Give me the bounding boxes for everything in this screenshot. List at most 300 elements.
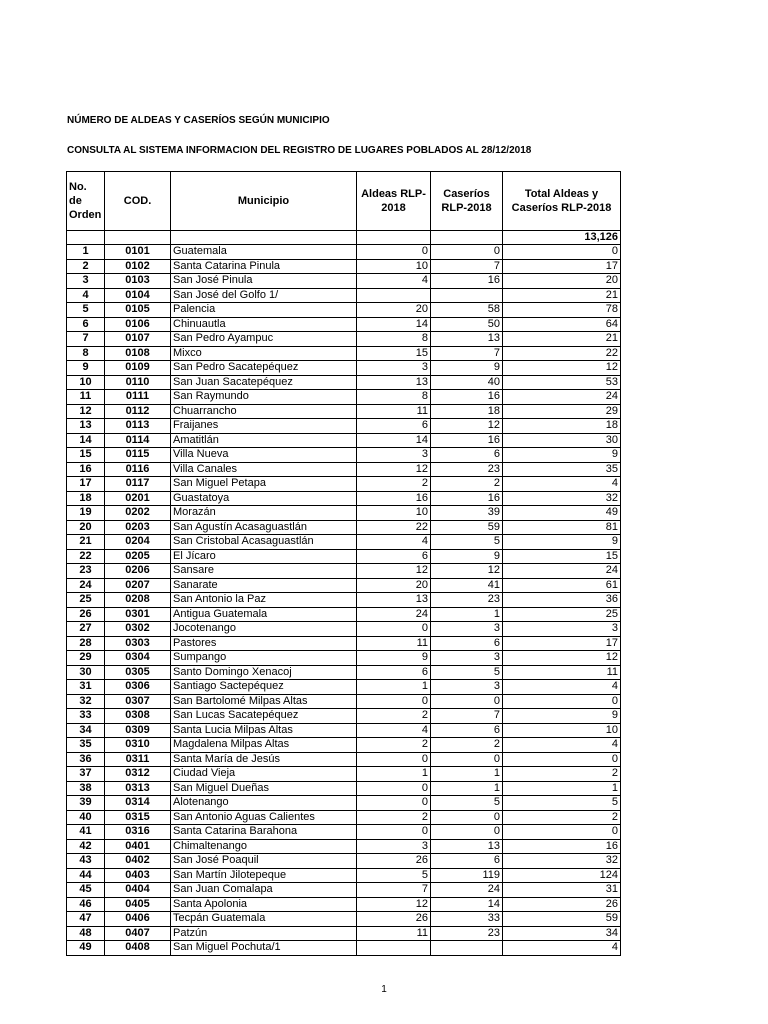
- cell-caserios: 16: [431, 274, 503, 289]
- municipios-table: [66, 171, 621, 956]
- cell-no-orden: 49: [67, 941, 105, 956]
- cell-no-orden: 14: [67, 433, 105, 448]
- cell-municipio: Santa Apolonia: [171, 897, 357, 912]
- cell-total: 30: [503, 433, 621, 448]
- cell-municipio: El Jícaro: [171, 549, 357, 564]
- cell-cod: 0203: [105, 520, 171, 535]
- cell-municipio: San Juan Comalapa: [171, 883, 357, 898]
- cell-caserios: 33: [431, 912, 503, 927]
- cell-aldeas: 2: [357, 709, 431, 724]
- cell-no-orden: 47: [67, 912, 105, 927]
- cell-no-orden: 7: [67, 332, 105, 347]
- cell-aldeas: 7: [357, 883, 431, 898]
- cell-no-orden: 26: [67, 607, 105, 622]
- cell-no-orden: 24: [67, 578, 105, 593]
- cell-no-orden: 38: [67, 781, 105, 796]
- cell-no-orden: 30: [67, 665, 105, 680]
- cell-aldeas: 11: [357, 926, 431, 941]
- cell-cod: 0204: [105, 535, 171, 550]
- cell-aldeas: 12: [357, 462, 431, 477]
- cell-total: 0: [503, 245, 621, 260]
- cell-no-orden: 40: [67, 810, 105, 825]
- cell-aldeas: 3: [357, 839, 431, 854]
- table-row: [67, 245, 621, 260]
- cell-total: 53: [503, 375, 621, 390]
- cell-no-orden: 35: [67, 738, 105, 753]
- table-row: [67, 810, 621, 825]
- cell-caserios: 58: [431, 303, 503, 318]
- cell-cod: 0201: [105, 491, 171, 506]
- cell-municipio: Pastores: [171, 636, 357, 651]
- cell-no-orden: 12: [67, 404, 105, 419]
- cell-caserios: 23: [431, 926, 503, 941]
- cell-cod: 0116: [105, 462, 171, 477]
- cell-municipio: Santa Catarina Pinula: [171, 259, 357, 274]
- page-title: NÚMERO DE ALDEAS Y CASERÍOS SEGÚN MUNICIPIO: [67, 115, 330, 126]
- cell-total: 22: [503, 346, 621, 361]
- cell-cod: 0305: [105, 665, 171, 680]
- table-row: [67, 752, 621, 767]
- table-row: [67, 274, 621, 289]
- cell-cod: 0406: [105, 912, 171, 927]
- cell-municipio: San Antonio Aguas Calientes: [171, 810, 357, 825]
- cell-total: 34: [503, 926, 621, 941]
- cell-municipio: San Antonio la Paz: [171, 593, 357, 608]
- cell-total: 21: [503, 288, 621, 303]
- cell-no-orden: 33: [67, 709, 105, 724]
- cell-cod: 0114: [105, 433, 171, 448]
- page-number: 1: [381, 984, 387, 995]
- cell-cod: 0312: [105, 767, 171, 782]
- cell-total: 10: [503, 723, 621, 738]
- cell-aldeas: 14: [357, 317, 431, 332]
- cell-aldeas: 22: [357, 520, 431, 535]
- cell-aldeas: 0: [357, 245, 431, 260]
- cell-no-orden: 9: [67, 361, 105, 376]
- cell-aldeas: 9: [357, 651, 431, 666]
- cell-no-orden: 37: [67, 767, 105, 782]
- cell-aldeas: 2: [357, 477, 431, 492]
- cell-total: 24: [503, 390, 621, 405]
- cell-caserios: 23: [431, 593, 503, 608]
- table-row: [67, 767, 621, 782]
- cell-total: 2: [503, 810, 621, 825]
- cell-no-orden: 18: [67, 491, 105, 506]
- cell-no-orden: 1: [67, 245, 105, 260]
- table-row: [67, 839, 621, 854]
- cell-municipio: Villa Canales: [171, 462, 357, 477]
- cell-no-orden: 39: [67, 796, 105, 811]
- cell-aldeas: 10: [357, 259, 431, 274]
- cell-aldeas: 0: [357, 694, 431, 709]
- cell-total: 2: [503, 767, 621, 782]
- table-row: [67, 448, 621, 463]
- grand-total-row: [67, 231, 621, 245]
- cell-total: 49: [503, 506, 621, 521]
- cell-municipio: Tecpán Guatemala: [171, 912, 357, 927]
- cell-total: 11: [503, 665, 621, 680]
- cell-caserios: 24: [431, 883, 503, 898]
- cell-municipio: San Juan Sacatepéquez: [171, 375, 357, 390]
- table-row: [67, 854, 621, 869]
- cell-caserios: 0: [431, 245, 503, 260]
- cell-total: 36: [503, 593, 621, 608]
- cell-municipio: Amatitlán: [171, 433, 357, 448]
- cell-no-orden: 19: [67, 506, 105, 521]
- table-row: [67, 506, 621, 521]
- cell-caserios: 18: [431, 404, 503, 419]
- cell-no-orden: 13: [67, 419, 105, 434]
- cell-caserios: 16: [431, 390, 503, 405]
- cell-total: 0: [503, 694, 621, 709]
- cell-caserios: 2: [431, 477, 503, 492]
- cell-cod: 0315: [105, 810, 171, 825]
- table-row: [67, 549, 621, 564]
- table-row: [67, 897, 621, 912]
- cell-no-orden: 44: [67, 868, 105, 883]
- cell-caserios: 0: [431, 810, 503, 825]
- cell-total: 26: [503, 897, 621, 912]
- cell-municipio: Santo Domingo Xenacoj: [171, 665, 357, 680]
- cell-total: 4: [503, 738, 621, 753]
- cell-no-orden: 20: [67, 520, 105, 535]
- cell-total: 1: [503, 781, 621, 796]
- cell-municipio: San Agustín Acasaguastlán: [171, 520, 357, 535]
- cell-cod: 0307: [105, 694, 171, 709]
- cell-no-orden: 36: [67, 752, 105, 767]
- cell-municipio: San Pedro Ayampuc: [171, 332, 357, 347]
- cell-aldeas: 11: [357, 636, 431, 651]
- cell-aldeas: 11: [357, 404, 431, 419]
- cell-cod: 0117: [105, 477, 171, 492]
- table-row: [67, 912, 621, 927]
- cell-cod: 0108: [105, 346, 171, 361]
- cell-municipio: San Bartolomé Milpas Altas: [171, 694, 357, 709]
- cell-municipio: Santa Lucia Milpas Altas: [171, 723, 357, 738]
- cell-caserios: 9: [431, 549, 503, 564]
- cell-caserios: 5: [431, 796, 503, 811]
- cell-aldeas: 0: [357, 825, 431, 840]
- cell-aldeas: 13: [357, 375, 431, 390]
- cell-municipio: San Martín Jilotepeque: [171, 868, 357, 883]
- cell-cod: 0314: [105, 796, 171, 811]
- cell-no-orden: 34: [67, 723, 105, 738]
- cell-aldeas: 0: [357, 622, 431, 637]
- cell-aldeas: 6: [357, 665, 431, 680]
- cell-caserios: 1: [431, 781, 503, 796]
- cell-aldeas: 0: [357, 796, 431, 811]
- cell-cod: 0403: [105, 868, 171, 883]
- cell-cod: 0302: [105, 622, 171, 637]
- cell-total: 9: [503, 709, 621, 724]
- cell-total: 20: [503, 274, 621, 289]
- cell-total: 12: [503, 361, 621, 376]
- cell-aldeas: 24: [357, 607, 431, 622]
- cell-cod: 0303: [105, 636, 171, 651]
- cell-aldeas: 20: [357, 303, 431, 318]
- cell-caserios: 16: [431, 433, 503, 448]
- cell-caserios: 3: [431, 651, 503, 666]
- cell-total: 4: [503, 680, 621, 695]
- cell-caserios: 6: [431, 854, 503, 869]
- cell-caserios: 2: [431, 738, 503, 753]
- cell-no-orden: 43: [67, 854, 105, 869]
- cell-aldeas: 5: [357, 868, 431, 883]
- cell-total: 5: [503, 796, 621, 811]
- table-row: [67, 462, 621, 477]
- cell-municipio: Sansare: [171, 564, 357, 579]
- cell-caserios: 16: [431, 491, 503, 506]
- cell-no-orden: 6: [67, 317, 105, 332]
- cell-aldeas: 10: [357, 506, 431, 521]
- cell-no-orden: 31: [67, 680, 105, 695]
- cell-no-orden: 11: [67, 390, 105, 405]
- table-row: [67, 404, 621, 419]
- cell-aldeas: [357, 288, 431, 303]
- cell-municipio: San Lucas Sacatepéquez: [171, 709, 357, 724]
- cell-cod: 0113: [105, 419, 171, 434]
- table-row: [67, 375, 621, 390]
- cell-aldeas: 0: [357, 781, 431, 796]
- table-row: [67, 868, 621, 883]
- cell-no-orden: 15: [67, 448, 105, 463]
- cell-total: 81: [503, 520, 621, 535]
- cell-total: 32: [503, 854, 621, 869]
- cell-municipio: San Miguel Dueñas: [171, 781, 357, 796]
- table-row: [67, 636, 621, 651]
- cell-aldeas: 13: [357, 593, 431, 608]
- cell-caserios: 1: [431, 607, 503, 622]
- cell-aldeas: 0: [357, 752, 431, 767]
- cell-no-orden: 3: [67, 274, 105, 289]
- cell-cod: 0102: [105, 259, 171, 274]
- cell-municipio: San Cristobal Acasaguastlán: [171, 535, 357, 550]
- cell-aldeas: 3: [357, 361, 431, 376]
- cell-no-orden: 29: [67, 651, 105, 666]
- cell-municipio: Santa María de Jesús: [171, 752, 357, 767]
- table-row: [67, 694, 621, 709]
- cell-caserios: 12: [431, 419, 503, 434]
- table-row: [67, 709, 621, 724]
- page-subtitle: CONSULTA AL SISTEMA INFORMACION DEL REGISTRO DE LUGARES POBLADOS AL 28/12/2018: [67, 145, 532, 156]
- table-row: [67, 288, 621, 303]
- cell-cod: 0112: [105, 404, 171, 419]
- cell-municipio: Sumpango: [171, 651, 357, 666]
- cell-municipio: San Pedro Sacatepéquez: [171, 361, 357, 376]
- cell-cod: 0402: [105, 854, 171, 869]
- cell-caserios: 1: [431, 767, 503, 782]
- cell-municipio: San Miguel Pochuta/1: [171, 941, 357, 956]
- cell-total: 15: [503, 549, 621, 564]
- cell-aldeas: 4: [357, 274, 431, 289]
- cell-aldeas: 4: [357, 723, 431, 738]
- cell-total: 16: [503, 839, 621, 854]
- table-row: [67, 680, 621, 695]
- cell-cod: 0208: [105, 593, 171, 608]
- grand-total-value: 13,126: [503, 231, 621, 245]
- cell-cod: 0309: [105, 723, 171, 738]
- cell-caserios: 6: [431, 448, 503, 463]
- cell-cod: 0311: [105, 752, 171, 767]
- cell-no-orden: 2: [67, 259, 105, 274]
- cell-no-orden: 23: [67, 564, 105, 579]
- cell-caserios: 9: [431, 361, 503, 376]
- cell-caserios: 14: [431, 897, 503, 912]
- cell-municipio: Patzún: [171, 926, 357, 941]
- cell-caserios: 0: [431, 825, 503, 840]
- cell-cod: 0304: [105, 651, 171, 666]
- cell-total: 31: [503, 883, 621, 898]
- table-row: [67, 346, 621, 361]
- table-row: [67, 390, 621, 405]
- cell-no-orden: 48: [67, 926, 105, 941]
- header-no-orden: No. de Orden: [67, 172, 105, 231]
- cell-cod: 0107: [105, 332, 171, 347]
- table-row: [67, 317, 621, 332]
- cell-municipio: Sanarate: [171, 578, 357, 593]
- cell-caserios: 5: [431, 535, 503, 550]
- cell-aldeas: 8: [357, 390, 431, 405]
- table-row: [67, 825, 621, 840]
- cell-aldeas: 14: [357, 433, 431, 448]
- table-row: [67, 491, 621, 506]
- cell-total: 32: [503, 491, 621, 506]
- cell-municipio: San José del Golfo 1/: [171, 288, 357, 303]
- cell-aldeas: 12: [357, 897, 431, 912]
- cell-total: 78: [503, 303, 621, 318]
- cell-caserios: 6: [431, 636, 503, 651]
- cell-caserios: 3: [431, 680, 503, 695]
- cell-cod: 0407: [105, 926, 171, 941]
- cell-aldeas: 4: [357, 535, 431, 550]
- table-row: [67, 926, 621, 941]
- cell-cod: 0103: [105, 274, 171, 289]
- cell-total: 17: [503, 636, 621, 651]
- cell-cod: 0408: [105, 941, 171, 956]
- table-row: [67, 941, 621, 956]
- cell-cod: 0105: [105, 303, 171, 318]
- cell-total: 3: [503, 622, 621, 637]
- cell-municipio: Ciudad Vieja: [171, 767, 357, 782]
- cell-municipio: San Raymundo: [171, 390, 357, 405]
- cell-cod: 0202: [105, 506, 171, 521]
- cell-no-orden: 10: [67, 375, 105, 390]
- cell-caserios: 23: [431, 462, 503, 477]
- cell-no-orden: 41: [67, 825, 105, 840]
- cell-aldeas: 16: [357, 491, 431, 506]
- table-row: [67, 433, 621, 448]
- cell-caserios: [431, 288, 503, 303]
- cell-caserios: [431, 941, 503, 956]
- cell-municipio: Villa Nueva: [171, 448, 357, 463]
- cell-total: 4: [503, 477, 621, 492]
- cell-caserios: 12: [431, 564, 503, 579]
- cell-no-orden: 21: [67, 535, 105, 550]
- cell-municipio: Magdalena Milpas Altas: [171, 738, 357, 753]
- cell-caserios: 39: [431, 506, 503, 521]
- cell-aldeas: 6: [357, 549, 431, 564]
- table-row: [67, 564, 621, 579]
- cell-caserios: 41: [431, 578, 503, 593]
- cell-aldeas: 6: [357, 419, 431, 434]
- cell-municipio: San José Pinula: [171, 274, 357, 289]
- cell-municipio: San Miguel Petapa: [171, 477, 357, 492]
- cell-total: 29: [503, 404, 621, 419]
- cell-municipio: Chuarrancho: [171, 404, 357, 419]
- cell-caserios: 40: [431, 375, 503, 390]
- cell-municipio: Jocotenango: [171, 622, 357, 637]
- cell-municipio: Alotenango: [171, 796, 357, 811]
- cell-caserios: 7: [431, 346, 503, 361]
- table-row: [67, 607, 621, 622]
- cell-cod: 0308: [105, 709, 171, 724]
- cell-cod: 0109: [105, 361, 171, 376]
- table-row: [67, 303, 621, 318]
- cell-no-orden: 16: [67, 462, 105, 477]
- cell-municipio: Santiago Sactepéquez: [171, 680, 357, 695]
- table-row: [67, 665, 621, 680]
- cell-aldeas: 1: [357, 680, 431, 695]
- cell-no-orden: 8: [67, 346, 105, 361]
- cell-no-orden: 27: [67, 622, 105, 637]
- table-row: [67, 477, 621, 492]
- cell-caserios: 0: [431, 752, 503, 767]
- table-row: [67, 578, 621, 593]
- cell-cod: 0405: [105, 897, 171, 912]
- cell-municipio: Antigua Guatemala: [171, 607, 357, 622]
- table-row: [67, 796, 621, 811]
- cell-municipio: Santa Catarina Barahona: [171, 825, 357, 840]
- cell-municipio: Palencia: [171, 303, 357, 318]
- table-row: [67, 651, 621, 666]
- cell-aldeas: 2: [357, 738, 431, 753]
- cell-cod: 0301: [105, 607, 171, 622]
- cell-cod: 0207: [105, 578, 171, 593]
- cell-cod: 0401: [105, 839, 171, 854]
- cell-municipio: Chimaltenango: [171, 839, 357, 854]
- cell-no-orden: 28: [67, 636, 105, 651]
- cell-caserios: 5: [431, 665, 503, 680]
- table-row: [67, 361, 621, 376]
- cell-caserios: 3: [431, 622, 503, 637]
- table-row: [67, 622, 621, 637]
- table-row: [67, 883, 621, 898]
- cell-caserios: 13: [431, 839, 503, 854]
- cell-municipio: Morazán: [171, 506, 357, 521]
- cell-total: 24: [503, 564, 621, 579]
- cell-total: 21: [503, 332, 621, 347]
- cell-aldeas: 1: [357, 767, 431, 782]
- cell-cod: 0205: [105, 549, 171, 564]
- cell-total: 64: [503, 317, 621, 332]
- cell-caserios: 7: [431, 259, 503, 274]
- header-municipio: Municipio: [171, 172, 357, 231]
- cell-municipio: Chinuautla: [171, 317, 357, 332]
- cell-cod: 0206: [105, 564, 171, 579]
- cell-caserios: 13: [431, 332, 503, 347]
- table-row: [67, 781, 621, 796]
- cell-cod: 0316: [105, 825, 171, 840]
- table-header-row: [67, 172, 621, 231]
- cell-total: 0: [503, 825, 621, 840]
- cell-total: 61: [503, 578, 621, 593]
- cell-aldeas: 15: [357, 346, 431, 361]
- cell-cod: 0110: [105, 375, 171, 390]
- cell-cod: 0306: [105, 680, 171, 695]
- cell-total: 35: [503, 462, 621, 477]
- cell-cod: 0111: [105, 390, 171, 405]
- cell-cod: 0313: [105, 781, 171, 796]
